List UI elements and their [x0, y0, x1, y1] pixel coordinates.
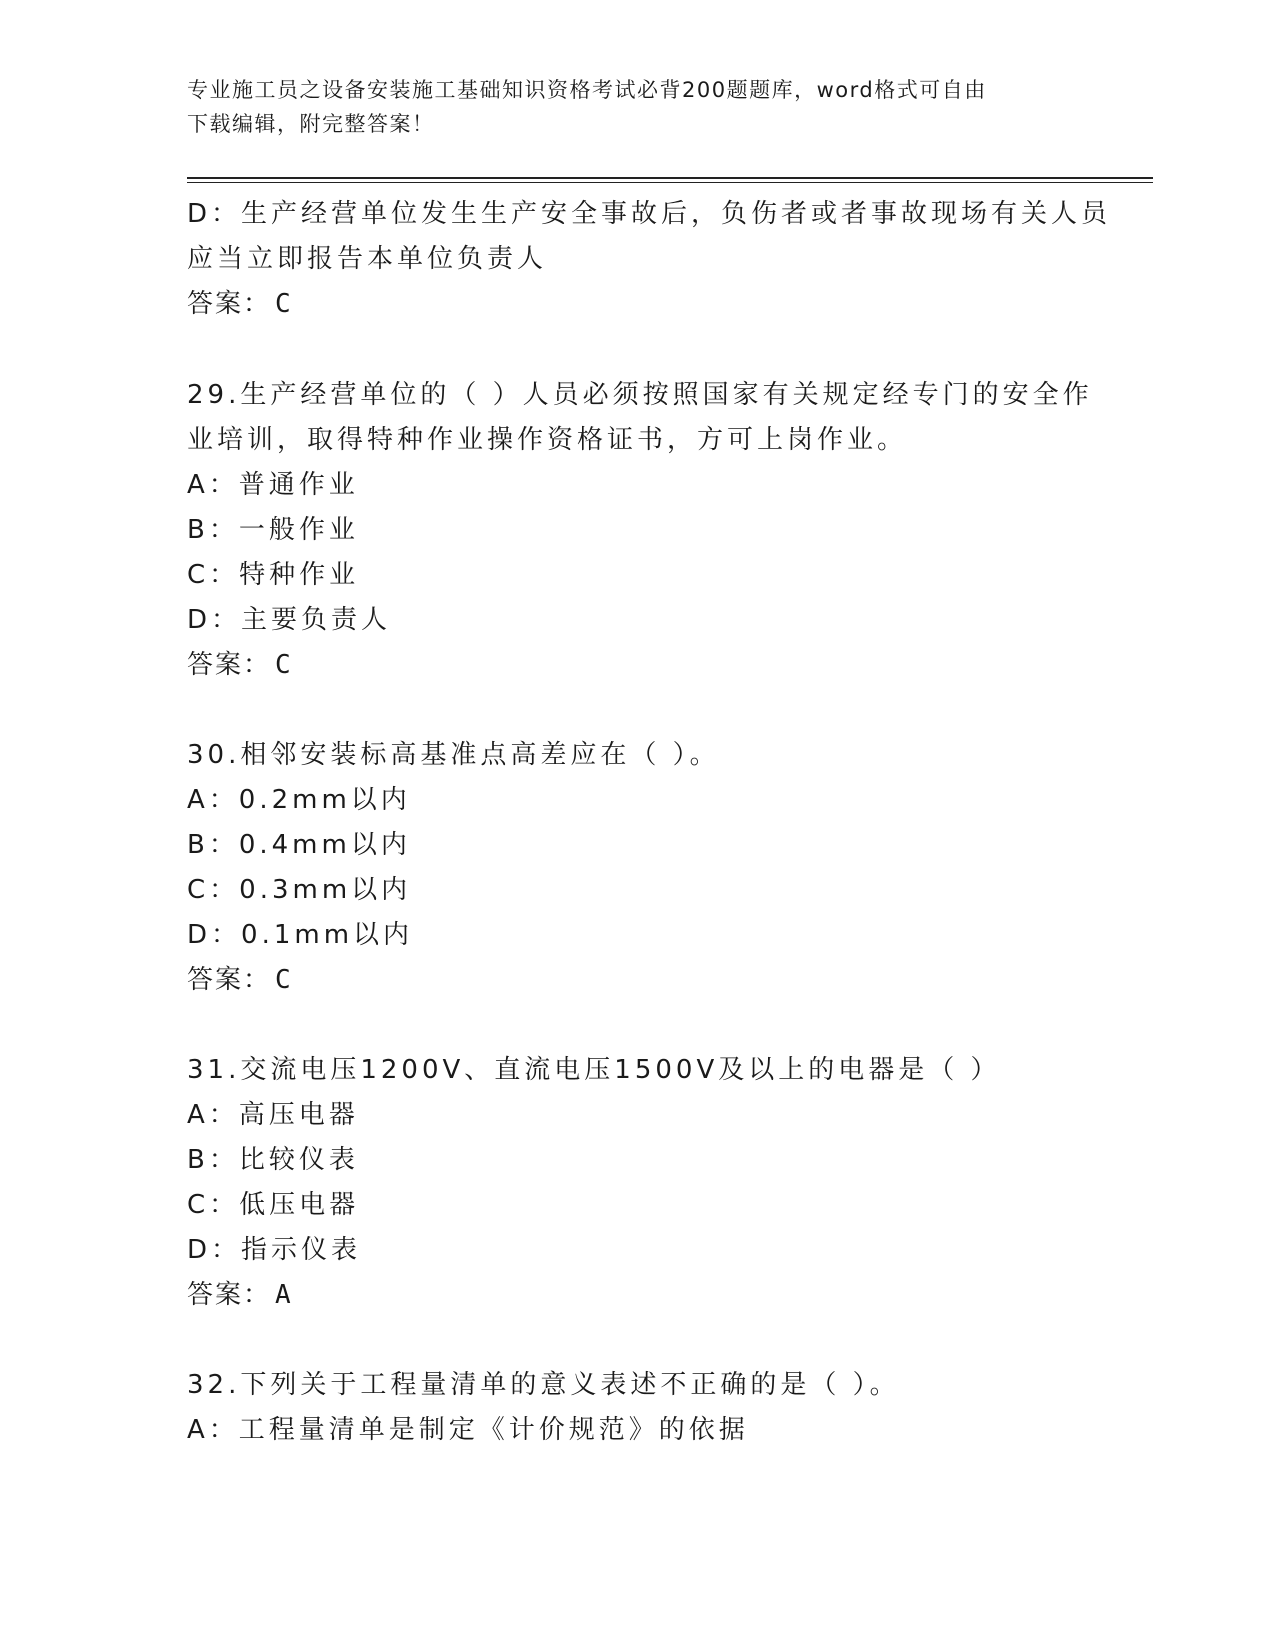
answer-label: 答案： — [187, 650, 272, 680]
answer-value: C — [275, 650, 293, 680]
q30-option-b: B：0.4mm以内 — [187, 830, 411, 860]
q30-answer — [187, 959, 293, 996]
q30-option-c: C：0.3mm以内 — [187, 875, 412, 905]
q32-stem: 32.下列关于工程量清单的意义表述不正确的是（ ）。 — [187, 1370, 900, 1400]
q32-option-a: A：工程量清单是制定《计价规范》的依据 — [187, 1415, 749, 1445]
q29-stem-line-2: 业培训，取得特种作业操作资格证书，方可上岗作业。 — [187, 425, 908, 455]
q29-option-c: C：特种作业 — [187, 560, 360, 590]
header-rule-thick — [187, 177, 1153, 179]
q29-option-d: D：主要负责人 — [187, 605, 392, 635]
q30-option-a: A：0.2mm以内 — [187, 785, 411, 815]
prev-answer — [187, 283, 293, 320]
q30-stem: 30.相邻安装标高基准点高差应在（ ）。 — [187, 740, 720, 770]
prev-option-d-line-1: D：生产经营单位发生生产安全事故后，负伤者或者事故现场有关人员 — [187, 199, 1112, 229]
q29-option-a: A：普通作业 — [187, 470, 359, 500]
q29-option-b: B：一般作业 — [187, 515, 359, 545]
q31-option-c: C：低压电器 — [187, 1190, 360, 1220]
header-line-1: 专业施工员之设备安装施工基础知识资格考试必背200题题库，word格式可自由 — [187, 78, 987, 102]
q31-answer — [187, 1274, 293, 1311]
answer-value: A — [275, 1280, 293, 1310]
answer-value: C — [275, 289, 293, 319]
q31-option-d: D：指示仪表 — [187, 1235, 362, 1265]
answer-label: 答案： — [187, 289, 272, 319]
q29-answer — [187, 644, 293, 681]
document-header — [187, 73, 1067, 141]
q29-stem-line-1: 29.生产经营单位的（ ）人员必须按照国家有关规定经专门的安全作 — [187, 380, 1093, 410]
q31-option-b: B：比较仪表 — [187, 1145, 359, 1175]
answer-value: C — [275, 965, 293, 995]
answer-label: 答案： — [187, 1280, 272, 1310]
q31-stem: 31.交流电压1200V、直流电压1500V及以上的电器是（ ） — [187, 1055, 1001, 1085]
header-rule-thin — [187, 182, 1153, 183]
answer-label: 答案： — [187, 965, 272, 995]
header-line-2: 下载编辑，附完整答案！ — [187, 112, 435, 136]
q31-option-a: A：高压电器 — [187, 1100, 359, 1130]
q30-option-d: D：0.1mm以内 — [187, 920, 414, 950]
prev-option-d-line-2: 应当立即报告本单位负责人 — [187, 244, 548, 274]
